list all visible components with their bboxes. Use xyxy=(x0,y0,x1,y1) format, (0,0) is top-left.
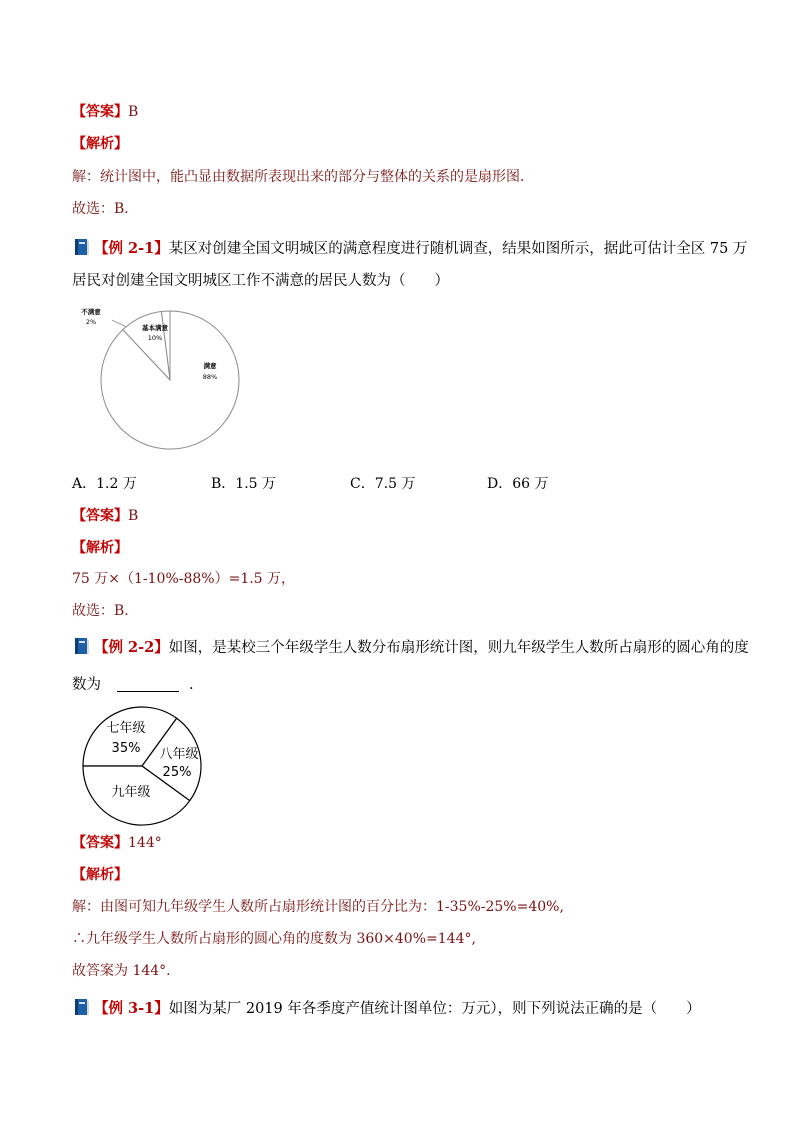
answer-label: 【答案】 xyxy=(72,104,128,120)
example-tag: 【例 3-1】 xyxy=(94,1000,169,1017)
question-text: 如图为某厂 2019 年各季度产值统计图单位：万元），则下列说法正确的是（ ） xyxy=(168,1001,701,1017)
book-icon xyxy=(72,636,92,663)
slice-label-category: 九年级 xyxy=(111,785,151,800)
analysis-label: 【解析】 xyxy=(72,136,128,152)
analysis-line-1 xyxy=(72,134,128,154)
slice-label-value: 35% xyxy=(111,741,141,756)
example-tag: 【例 2-1】 xyxy=(94,240,169,257)
option-b[interactable]: B．1.5 万 xyxy=(211,476,277,492)
question-text-line2 xyxy=(72,674,194,696)
calc-text: 75 万×（1-10%-88%）=1.5 万， xyxy=(72,571,296,587)
answer-label: 【答案】 xyxy=(72,508,128,524)
answer-value: B xyxy=(128,508,139,524)
slice-label-value: 2% xyxy=(85,318,97,326)
example-2-2-question xyxy=(72,636,749,663)
book-icon xyxy=(72,237,92,264)
leader-line xyxy=(112,320,126,327)
analysis-line-2 xyxy=(72,538,128,558)
option-a[interactable]: A．1.2 万 xyxy=(72,476,137,492)
book-icon xyxy=(72,997,92,1024)
answer-blank[interactable] xyxy=(117,677,179,692)
choose-text-1: 故选：B． xyxy=(72,201,139,217)
slice-label-category: 七年级 xyxy=(106,721,146,736)
analysis-line-3 xyxy=(72,865,128,885)
answer-line-2 xyxy=(72,506,138,526)
slice-label-value: 10% xyxy=(147,334,163,342)
answer-value: B xyxy=(128,104,139,120)
analysis-label: 【解析】 xyxy=(72,540,128,556)
example-3-1-question xyxy=(72,997,701,1024)
slice-label-category: 满意 xyxy=(203,362,217,370)
slice-label-category: 基本满意 xyxy=(142,324,168,332)
answer-label: 【答案】 xyxy=(72,835,128,851)
slice-label-value: 88% xyxy=(202,373,218,381)
example-2-1-question xyxy=(72,237,747,264)
question-text: 某区对创建全国文明城区的满意程度进行随机调查，结果如图所示，据此可估计全区 75 万 xyxy=(168,241,748,257)
example-tag: 【例 2-2】 xyxy=(94,639,169,656)
question-text: 如图，是某校三个年级学生人数分布扇形统计图，则九年级学生人数所占扇形的圆心角的度 xyxy=(168,640,749,656)
answer-value: 144° xyxy=(128,835,162,851)
pie-slice-2 xyxy=(101,311,239,449)
slice-label-category: 八年级 xyxy=(159,747,199,762)
pie-chart-grades xyxy=(76,700,206,828)
solution-text-4: 故答案为 144°. xyxy=(72,963,171,979)
question-suffix: . xyxy=(189,677,194,693)
choose-text-2: 故选：B. xyxy=(72,603,129,619)
pie-chart-satisfaction xyxy=(70,300,260,460)
slice-label-category: 不满意 xyxy=(81,308,101,316)
answer-line-3 xyxy=(72,833,162,853)
option-c[interactable]: C．7.5 万 xyxy=(350,476,416,492)
question-text-line2: 居民对创建全国文明城区工作不满意的居民人数为（ ） xyxy=(72,273,449,289)
solution-text-2: 解：由图可知九年级学生人数所占扇形统计图的百分比为：1-35%-25%=40%, xyxy=(72,899,564,915)
solution-text-1: 解：统计图中，能凸显由数据所表现出来的部分与整体的关系的是扇形图． xyxy=(72,169,534,185)
answer-line-1 xyxy=(72,102,138,122)
solution-text-3: ∴九年级学生人数所占扇形的圆心角的度数为 360×40%=144°, xyxy=(72,931,476,947)
analysis-label: 【解析】 xyxy=(72,867,128,883)
question-prefix: 数为 xyxy=(72,677,101,693)
slice-label-value: 25% xyxy=(162,765,192,780)
option-d[interactable]: D．66 万 xyxy=(487,476,549,492)
